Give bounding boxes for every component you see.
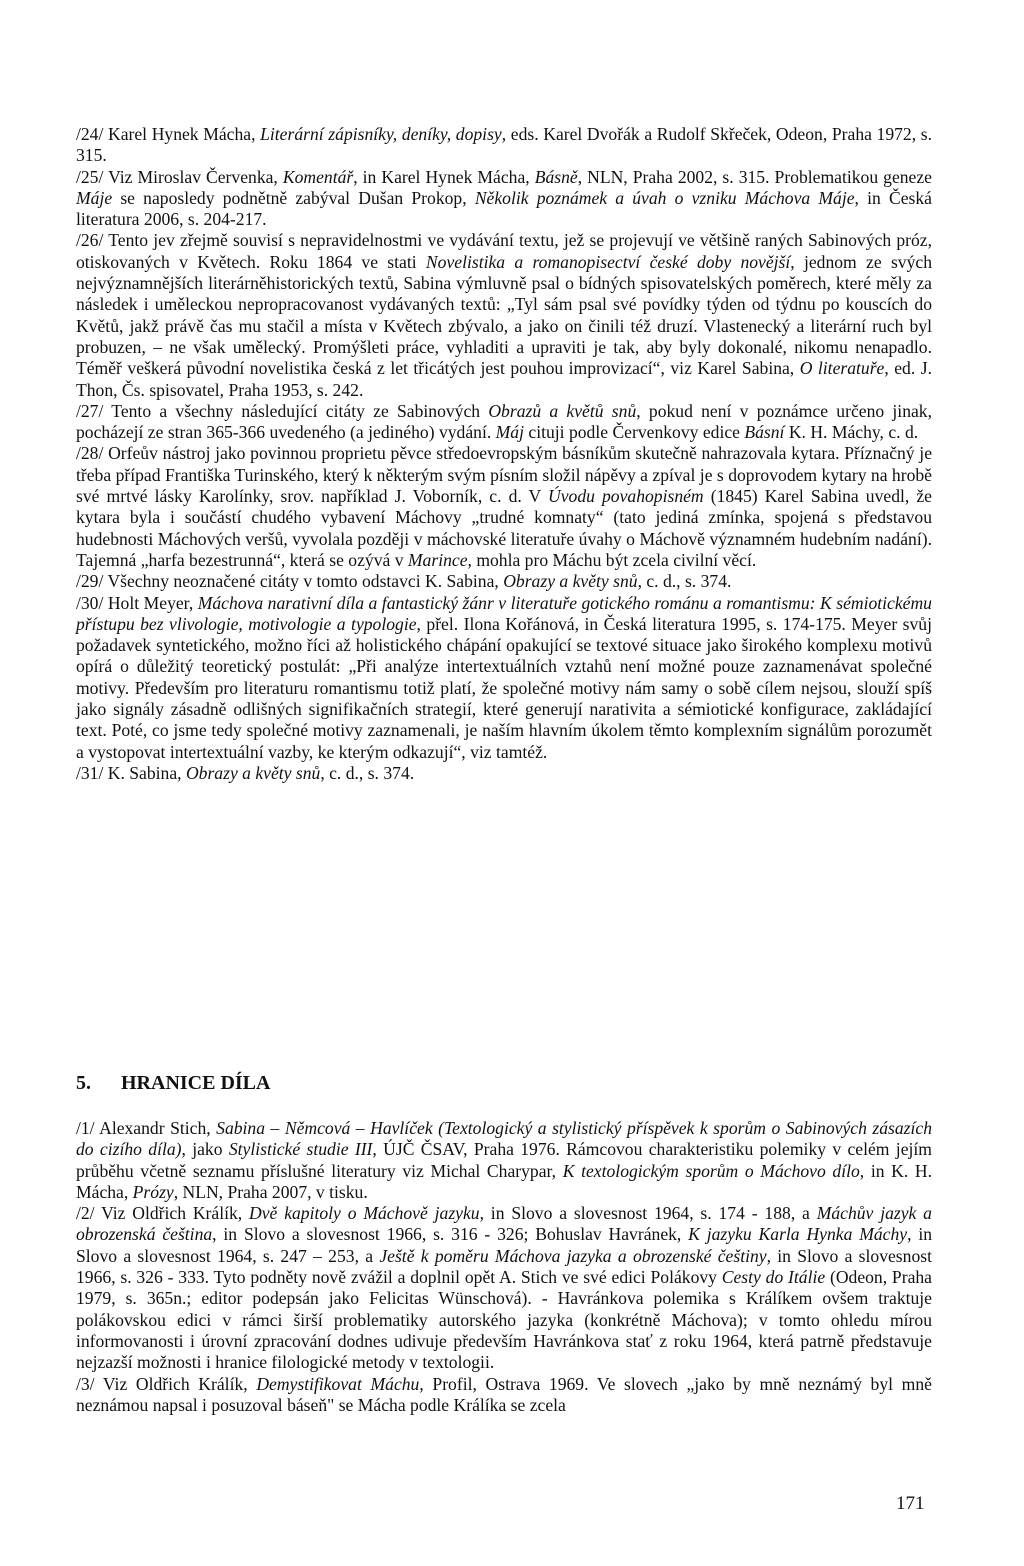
- italic-title: Demystifikovat Máchu: [256, 1373, 420, 1394]
- note-text: /31/ K. Sabina,: [76, 762, 186, 783]
- note-text: , in Karel Hynek Mácha,: [353, 166, 535, 187]
- italic-title: Novelistika a romanopisectví české doby novější: [425, 251, 791, 272]
- italic-title: Máchova narativní díla a fantastický žánr v literatuře gotického románu a romantismu: K sémiotickému přístupu bez vlivologie, motivologie a typologie: [76, 592, 932, 634]
- note-text: , in Slovo a slovesnost 1964, s. 247 – 253, a: [76, 1224, 933, 1266]
- note-text: /27/ Tento a všechny následující citáty ze Sabinových: [76, 400, 489, 421]
- note-text: /29/ Všechny neoznačené citáty v tomto odstavci K. Sabina,: [76, 571, 504, 592]
- italic-title: Máchův jazyk a obrozenská čeština: [76, 1203, 932, 1245]
- note-text: K. H. Máchy, c. d.: [784, 422, 919, 443]
- italic-title: Dvě kapitoly o Máchově jazyku: [249, 1203, 480, 1224]
- italic-title: Básní: [744, 422, 785, 443]
- italic-title: Prózy: [132, 1181, 174, 1202]
- note-text: se naposledy podnětně zabýval Dušan Prokop,: [112, 187, 475, 208]
- italic-title: Cesty do Itálie: [721, 1267, 826, 1288]
- note-text: , NLN, Praha 2007, v tisku.: [173, 1181, 368, 1202]
- italic-title: K textologickým sporům o Máchovo dílo: [562, 1160, 860, 1181]
- endnotes-continued: [76, 124, 932, 784]
- endnote: [76, 763, 932, 784]
- endnote: [76, 124, 932, 167]
- note-text: , ed. J. Thon, Čs. spisovatel, Praha 1953, s. 242.: [76, 358, 932, 400]
- endnote: [76, 1203, 932, 1373]
- note-text: , jednom ze svých nejvýznamnějších literárněhistorických textů, Sabina výmluvně psal o bídných spisovatelských poměrech, které měly za následek i uměleckou nepropracovanost vydávaných textů: „Tyl sám psal své povídky týden od týdnu po kouscích do Květů, jakž právě čas mu stačil a místa v Květech zbývalo, a jako on činili též druzí. Vlastenecký a literární ruch byl probuzen, – ne však umělecký. Promýšleti práce, vyhladiti a upraviti je tak, aby byly dokonalé, nikomu nenapadlo. Téměř veškerá původní novelistika česká z let třicátých jest pouhou improvizací“, viz Karel Sabina,: [76, 251, 932, 379]
- note-text: /2/ Viz Oldřich Králík,: [76, 1203, 250, 1224]
- section-title: HRANICE DÍLA: [121, 1072, 271, 1094]
- endnote: [76, 1374, 932, 1417]
- endnote: [76, 443, 932, 571]
- italic-title: Několik poznámek a úvah o vzniku Máchova Máje: [474, 187, 855, 208]
- note-text: (1845) Karel Sabina uvedl, že kytara byla i součástí chudého vybavení Máchovy „trudné komnaty“ (tato jediná zmínka, spojená s představou hudebnosti Máchových veršů, vyvolala později v máchovské literatuře úvahy o Máchově významném hudebním nadání). Tajemná „harfa bezestrunná“, která se ozývá v: [76, 486, 932, 570]
- endnote: [76, 1118, 932, 1203]
- note-text: , mohla pro Máchu být zcela civilní věcí.: [467, 549, 757, 570]
- note-text: , in Slovo a slovesnost 1966, s. 326 - 333. Tyto podněty nově zvážil a doplnil opět A. Stich ve své edici Polákovy: [76, 1245, 932, 1288]
- italic-title: Obrazů a květů snů: [488, 400, 637, 421]
- note-text: , c. d., s. 374.: [637, 571, 732, 592]
- endnotes-section-5: [76, 1118, 932, 1416]
- note-text: /30/ Holt Meyer,: [76, 592, 198, 613]
- note-text: , eds. Karel Dvořák a Rudolf Skřeček, Odeon, Praha 1972, s. 315.: [76, 124, 933, 166]
- italic-title: K jazyku Karla Hynka Máchy: [688, 1224, 908, 1245]
- endnote: [76, 571, 932, 592]
- note-text: , jako: [181, 1139, 229, 1160]
- italic-title: Máj: [495, 422, 524, 443]
- italic-title: O literatuře: [799, 358, 885, 379]
- italic-title: Úvodu povahopisném: [548, 486, 704, 507]
- note-text: , in Slovo a slovesnost 1964, s. 174 - 188, a: [479, 1203, 817, 1224]
- page-number: 171: [896, 1493, 925, 1514]
- italic-title: Obrazy a květy snů: [503, 571, 638, 592]
- note-text: , c. d., s. 374.: [320, 762, 415, 783]
- note-text: , přel. Ilona Kořánová, in Česká literatura 1995, s. 174-175. Meyer svůj požadavek syntetického, možno říci až holistického chápání opakující se textové situace jako širokého komplexu motivů opírá o důležitý teoretický postulát: „Při analýze intertextuálních vztahů není možné pouze zaznamenávat společné motivy. Především pro literaturu romantismu totiž platí, že společné motivy nám samy o sobě cílem nejsou, slouží spíš jako signály zásadně odlišných signifikačních strategií, které generují narativita a sémiotické konfigurace, zakládající text. Poté, co jsme tedy společné motivy zaznamenali, je naším hlavním úkolem těmto komplexním signálům porozumět a vystopovat intertextuální vazby, ke kterým odkazují“, viz tamtéž.: [76, 613, 932, 762]
- note-text: , in Česká literatura 2006, s. 204-217.: [76, 187, 932, 230]
- section-number: 5.: [76, 1072, 91, 1094]
- note-text: , in K. H. Mácha,: [76, 1160, 932, 1202]
- italic-title: Sabina – Němcová – Havlíček (Textologický a stylistický příspěvek k sporům o Sabinových zásazích do cizího díla): [76, 1118, 932, 1160]
- note-text: , Profil, Ostrava 1969. Ve slovech „jako by mně neznámý byl mně neznámou napsal i posuzoval báseň" se Mácha podle Králíka se zcela: [76, 1373, 932, 1415]
- endnote: [76, 167, 932, 231]
- note-text: , ÚJČ ČSAV, Praha 1976. Rámcovou charakteristiku polemiky v celém jejím průběhu včetně seznamu příslušné literatury viz Michal Charypar,: [76, 1139, 932, 1181]
- note-text: cituji podle Červenkovy edice: [524, 422, 745, 443]
- note-text: /24/ Karel Hynek Mácha,: [76, 124, 261, 144]
- section-heading: [76, 1071, 270, 1095]
- note-text: , in Slovo a slovesnost 1966, s. 316 - 326; Bohuslav Havránek,: [212, 1224, 689, 1245]
- note-text: /28/ Orfeův nástroj jako povinnou proprietu pěvce středoevropským básníkům skutečně nahrazovala kytara. Příznačný je třeba případ Františka Turinského, který k některým svým písním složil nápěvy a zpíval je s doprovodem kytary na hrobě své mrtvé lásky Karolínky, srov. například J. Voborník, c. d. V: [76, 443, 932, 507]
- endnote: [76, 401, 932, 444]
- italic-title: Ještě k poměru Máchova jazyka a obrozenské češtiny: [379, 1245, 767, 1266]
- note-text: (Odeon, Praha 1979, s. 365n.; editor podepsán jako Felicitas Wünschová). - Havránkova polemika s Králíkem ovšem traktuje polákovskou edici v rámci širší problematiky autorského jazyka (konkrétně Máchova); v tomto ohledu mírou informovanosti i úrovní zpracování dodnes udivuje především Havránkova stať z roku 1964, která patrně představuje nejzazší možnosti i hranice filologické metody v textologii.: [76, 1267, 932, 1373]
- note-text: /25/ Viz Miroslav Červenka,: [76, 166, 283, 187]
- italic-title: Básně: [534, 166, 578, 187]
- italic-title: Marince: [407, 549, 468, 570]
- italic-title: Obrazy a květy snů: [185, 762, 321, 783]
- note-text: /26/ Tento jev zřejmě souvisí s nepravidelnostmi ve vydávání textu, jež se projevují ve většině raných Sabinových próz, otiskovaných v Květech. Roku 1864 ve stati: [76, 230, 932, 272]
- italic-title: Komentář: [282, 166, 354, 187]
- italic-title: Stylistické studie III: [228, 1139, 373, 1160]
- note-text: , pokud není v poznámce určeno jinak, pocházejí ze stran 365-366 uvedeného (a jediného) vydání.: [76, 400, 932, 443]
- endnote: [76, 593, 932, 763]
- note-text: /1/ Alexandr Stich,: [76, 1118, 217, 1138]
- endnote: [76, 230, 932, 400]
- italic-title: Literární zápisníky, deníky, dopisy: [260, 124, 502, 144]
- note-text: /3/ Viz Oldřich Králík,: [76, 1373, 257, 1394]
- italic-title: Máje: [76, 187, 113, 208]
- note-text: , NLN, Praha 2002, s. 315. Problematikou geneze: [577, 166, 932, 187]
